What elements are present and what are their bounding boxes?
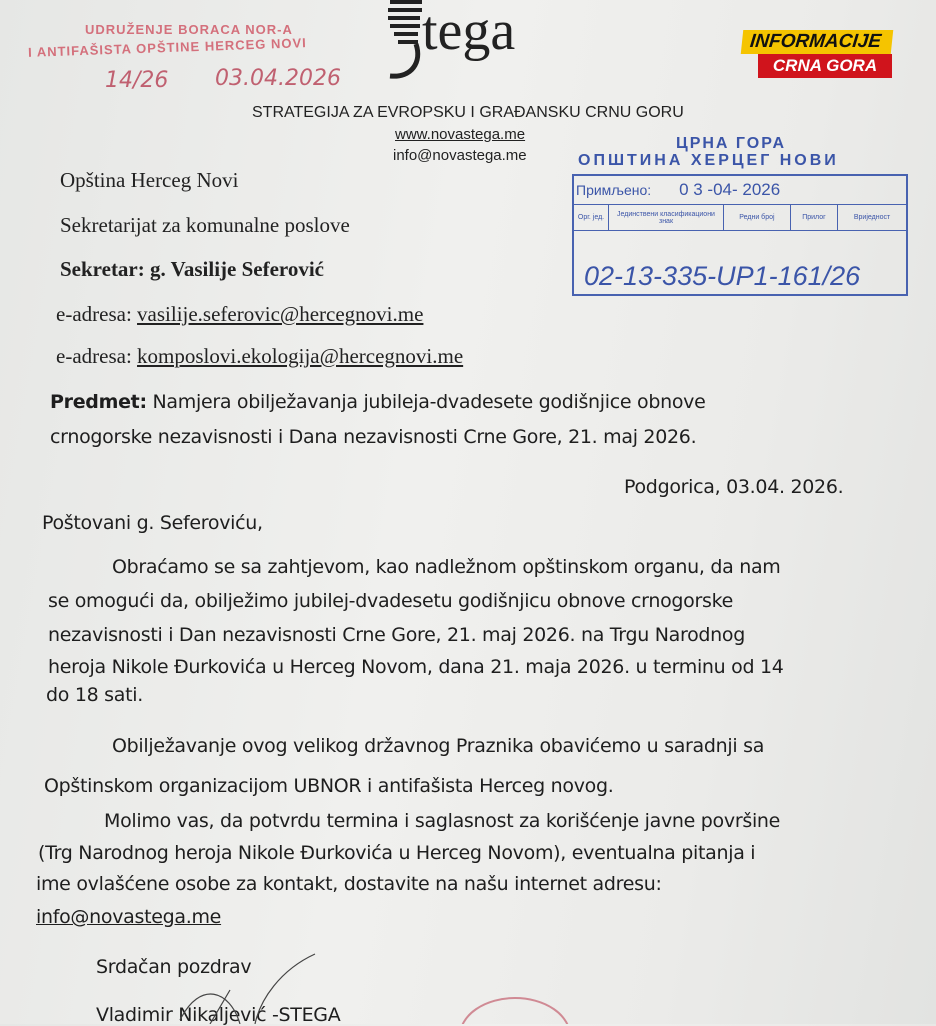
subject-line2: crnogorske nezavisnosti i Dana nezavisnosti Crne Gore, 21. maj 2026. bbox=[50, 426, 697, 448]
recipient-line3: Sekretar: g. Vasilije Seferović bbox=[60, 257, 325, 281]
recipient-line1: Opština Herceg Novi bbox=[60, 168, 239, 192]
recipient-email1[interactable]: vasilije.seferovic@hercegnovi.me bbox=[137, 302, 424, 326]
col-header: Редни број bbox=[724, 205, 791, 231]
received-label: Примљено: bbox=[576, 182, 652, 198]
recipient-email2[interactable]: komposlovi.ekologija@hercegnovi.me bbox=[137, 344, 464, 368]
round-stamp-icon bbox=[455, 996, 575, 1024]
registry-stamp-table bbox=[572, 174, 908, 296]
stamp-left-date: 03.04.2026 bbox=[215, 66, 341, 91]
badge-line2: CRNA GORA bbox=[758, 54, 892, 78]
email-label: e-adresa: bbox=[56, 344, 132, 368]
paragraph-line: ime ovlašćene osobe za kontakt, dostavite na našu internet adresu: bbox=[36, 873, 662, 895]
stega-logo-icon bbox=[382, 0, 426, 80]
news-badge bbox=[742, 30, 892, 78]
stamp-left-number: 14/26 bbox=[105, 68, 169, 93]
paragraph-line: do 18 sati. bbox=[46, 684, 143, 706]
closing: Srdačan pozdrav bbox=[96, 956, 252, 978]
registry-number: 02-13-335-UP1-161/26 bbox=[573, 231, 907, 295]
signature-name: Vladimir Nikaljević -STEGA bbox=[96, 1004, 341, 1026]
paragraph-line: Molimo vas, da potvrdu termina i saglasnost za korišćenje javne površine bbox=[104, 810, 781, 832]
paragraph-line: Obilježavanje ovog velikog državnog Praznika obavićemo u saradnji sa bbox=[112, 735, 765, 757]
col-header: Јединствени класификациони знак bbox=[609, 205, 724, 231]
paragraph-line: heroja Nikole Đurkovića u Herceg Novom, dana 21. maja 2026. u terminu od 14 bbox=[48, 656, 784, 678]
stamp-left-line1: UDRUŽENJE BORACA NOR-A bbox=[85, 22, 293, 37]
paragraph-line: Obraćamo se sa zahtjevom, kao nadležnom opštinskom organu, da nam bbox=[112, 556, 781, 578]
stamp-right-line1: ЦРНА ГОРА bbox=[676, 135, 787, 152]
col-header: Орг. јед. bbox=[573, 205, 609, 231]
email-label: e-adresa: bbox=[56, 302, 132, 326]
stega-logo: tega bbox=[382, 0, 552, 80]
received-date: 0 3 -04- 2026 bbox=[679, 180, 781, 199]
col-header: Вриједност bbox=[838, 205, 907, 231]
paragraph-line: Opštinskom organizacijom UBNOR i antifašista Herceg novog. bbox=[44, 775, 614, 797]
paragraph-line: nezavisnosti i Dan nezavisnosti Crne Gore, 21. maj 2026. na Trgu Narodnog bbox=[48, 624, 745, 646]
col-header: Прилог bbox=[790, 205, 837, 231]
letterhead-website[interactable]: www.novastega.me bbox=[395, 126, 526, 143]
paragraph-line: se omogući da, obilježimo jubilej-dvadesetu godišnjicu obnove crnogorske bbox=[48, 590, 734, 612]
paragraph-line: (Trg Narodnog heroja Nikole Đurkovića u Herceg Novom), eventualna pitanja i bbox=[38, 842, 756, 864]
subject-line1: Namjera obilježavanja jubileja-dvadesete godišnjice obnove bbox=[152, 391, 706, 413]
letterhead-email[interactable]: info@novastega.me bbox=[393, 147, 527, 164]
stamp-left-line2: I ANTIFAŠISTA OPŠTINE HERCEG NOVI bbox=[27, 35, 308, 60]
stamp-right-line2: ОПШТИНА ХЕРЦЕГ НОВИ bbox=[578, 152, 839, 169]
subject-label: Predmet: bbox=[50, 391, 147, 413]
badge-line1: INFORMACIJE bbox=[741, 30, 894, 54]
recipient-line2: Sekretarijat za komunalne poslove bbox=[60, 213, 350, 237]
salutation: Poštovani g. Seferoviću, bbox=[42, 512, 263, 534]
place-date: Podgorica, 03.04. 2026. bbox=[624, 476, 844, 498]
letterhead-subtitle: STRATEGIJA ZA EVROPSKU I GRAĐANSKU CRNU GORU bbox=[252, 104, 684, 121]
contact-email-link[interactable]: info@novastega.me bbox=[36, 906, 222, 928]
handwritten-signature bbox=[170, 950, 330, 1024]
